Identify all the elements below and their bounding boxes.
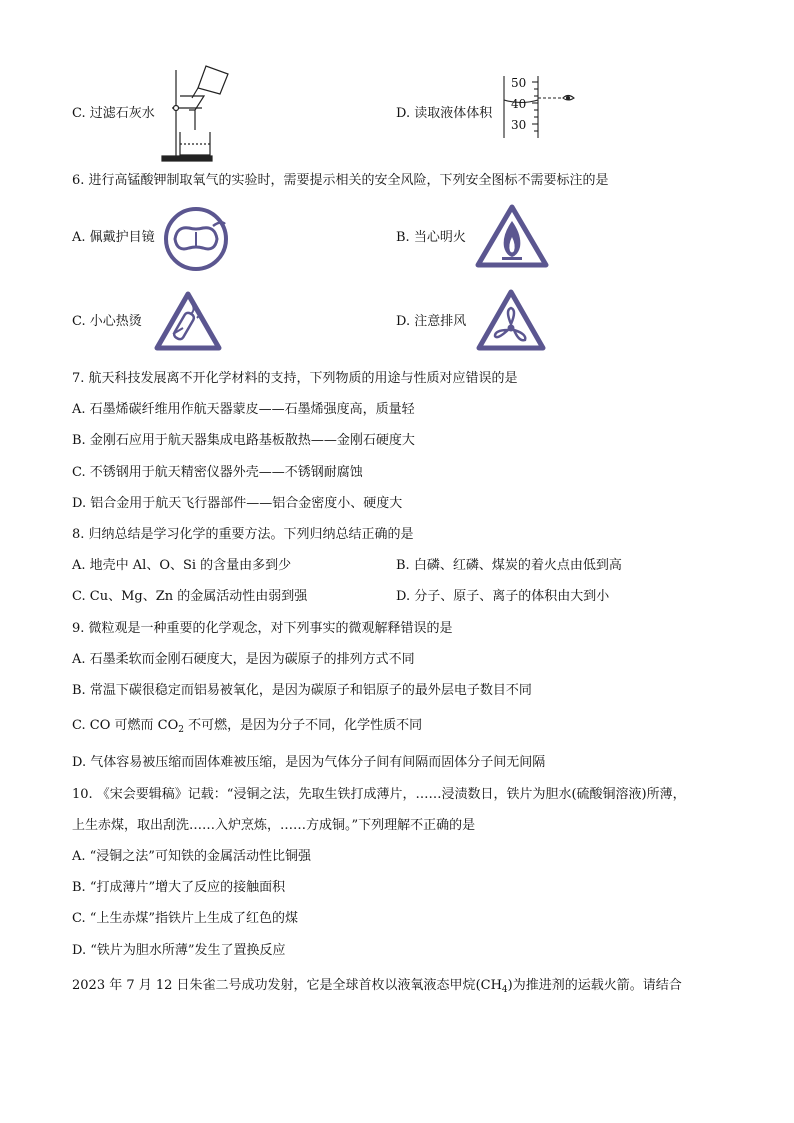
q8-stem: 8. 归纳总结是学习化学的重要方法。下列归纳总结正确的是 <box>72 527 414 542</box>
goggles-safety-icon <box>163 206 229 272</box>
intro-text-post: 为推进剂的运载火箭。请结合 <box>512 978 682 993</box>
q8-option-c: C. Cu、Mg、Zn 的金属活动性由弱到强 <box>72 589 308 604</box>
q7-option-b: B. 金刚石应用于航天器集成电路基板散热——金刚石硬度大 <box>72 433 415 448</box>
q10-stem-line1: 10. 《宋会要辑稿》记载：“浸铜之法，先取生铁打成薄片，……浸渍数日，铁片为胆水(硫酸铜溶液)所薄， <box>72 787 686 802</box>
filtration-apparatus-figure <box>158 60 238 166</box>
q7-option-c: C. 不锈钢用于航天精密仪器外壳——不锈钢耐腐蚀 <box>72 465 363 480</box>
q5-option-d: D. 读取液体体积 <box>396 106 493 121</box>
q10-stem-line2: 上生赤煤，取出刮洗……入炉烹炼，……方成铜。”下列理解不正确的是 <box>72 818 476 833</box>
cylinder-mark-50: 50 <box>511 76 527 90</box>
intro-text-pre: 2023 年 7 月 12 日朱雀二号成功发射，它是全球首枚以液氧液态甲烷 <box>72 978 476 993</box>
intro-formula-close: ) <box>507 978 513 993</box>
q9-option-c-pre: C. CO 可燃而 CO <box>72 718 179 733</box>
q10-option-d: D. “铁片为胆水所薄”发生了置换反应 <box>72 943 286 958</box>
intro-formula-main: (CH <box>475 978 502 993</box>
q9-option-d: D. 气体容易被压缩而固体难被压缩，是因为气体分子间有间隔而固体分子间无间隔 <box>72 755 546 770</box>
q8-option-b: B. 白磷、红磷、煤炭的着火点由低到高 <box>396 558 622 573</box>
q10-option-c: C. “上生赤煤”指铁片上生成了红色的煤 <box>72 911 299 926</box>
q7-option-a: A. 石墨烯碳纤维用作航天器蒙皮——石墨烯强度高，质量轻 <box>72 402 415 417</box>
open-flame-warning-icon <box>474 203 550 269</box>
intro-paragraph <box>72 978 682 994</box>
q10-option-a: A. “浸铜之法”可知铁的金属活动性比铜强 <box>72 849 311 864</box>
q6-option-a: A. 佩戴护目镜 <box>72 230 155 245</box>
ventilation-fan-icon <box>475 288 547 352</box>
q8-option-d: D. 分子、原子、离子的体积由大到小 <box>396 589 610 604</box>
q6-stem: 6. 进行高锰酸钾制取氧气的实验时，需要提示相关的安全风险，下列安全图标不需要标注的是 <box>72 173 609 188</box>
q9-option-c-post: 不可燃，是因为分子不同，化学性质不同 <box>183 718 423 733</box>
q7-stem: 7. 航天科技发展离不开化学材料的支持，下列物质的用途与性质对应错误的是 <box>72 371 518 386</box>
q7-option-d: D. 铝合金用于航天飞行器部件——铝合金密度小、硬度大 <box>72 496 403 511</box>
q9-option-c-sub: 2 <box>178 725 184 735</box>
q6-option-b: B. 当心明火 <box>396 230 466 245</box>
q5-option-c: C. 过滤石灰水 <box>72 106 155 121</box>
intro-formula-sub: 4 <box>501 985 508 995</box>
q9-stem: 9. 微粒观是一种重要的化学观念，对下列事实的微观解释错误的是 <box>72 621 453 636</box>
q6-option-c: C. 小心热烫 <box>72 314 142 329</box>
q6-option-d: D. 注意排风 <box>396 314 467 329</box>
q10-option-b: B. “打成薄片”增大了反应的接触面积 <box>72 880 286 895</box>
hot-surface-warning-icon <box>153 290 223 352</box>
q9-option-b: B. 常温下碳很稳定而铝易被氧化，是因为碳原子和铝原子的最外层电子数目不同 <box>72 683 532 698</box>
cylinder-mark-30: 30 <box>511 118 527 132</box>
q9-option-a: A. 石墨柔软而金刚石硬度大，是因为碳原子的排列方式不同 <box>72 652 415 667</box>
q9-option-c <box>72 718 422 734</box>
cylinder-mark-40: 40 <box>511 97 527 111</box>
q8-option-a: A. 地壳中 Al、O、Si 的含量由多到少 <box>72 558 292 573</box>
